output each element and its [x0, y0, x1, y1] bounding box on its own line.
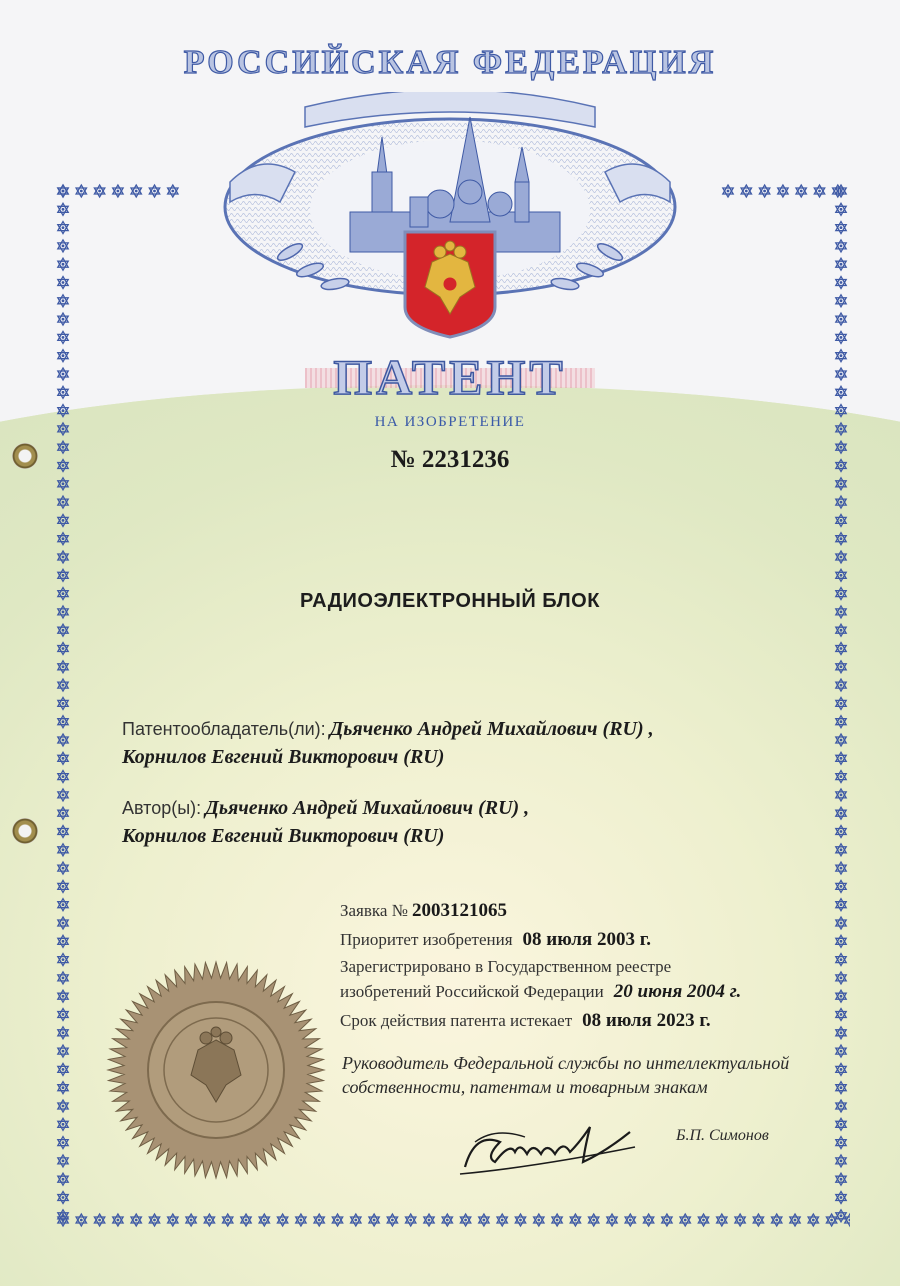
- border-star-ornament: [58, 807, 68, 819]
- border-star-ornament: [845, 1214, 850, 1226]
- border-star-ornament: [58, 514, 68, 526]
- border-star-ornament: [662, 1214, 672, 1226]
- border-star-ornament: [814, 185, 824, 197]
- border-star-ornament: [836, 643, 846, 655]
- border-star-ornament: [534, 1214, 544, 1226]
- border-right: [833, 183, 849, 1228]
- registered-text: Зарегистрировано в Государственном реестре: [340, 957, 672, 976]
- border-star-ornament: [735, 1214, 745, 1226]
- border-star-ornament: [113, 185, 123, 197]
- border-star-ornament: [836, 1173, 846, 1185]
- border-star-ornament: [625, 1214, 635, 1226]
- border-star-ornament: [351, 1214, 361, 1226]
- border-star-ornament: [836, 240, 846, 252]
- border-star-ornament: [836, 990, 846, 1002]
- border-star-ornament: [836, 734, 846, 746]
- border-star-ornament: [58, 771, 68, 783]
- border-star-ornament: [58, 1045, 68, 1057]
- border-star-ornament: [58, 496, 68, 508]
- border-star-ornament: [826, 1214, 836, 1226]
- border-star-ornament: [58, 203, 68, 215]
- border-star-ornament: [58, 899, 68, 911]
- border-star-ornament: [58, 954, 68, 966]
- border-star-ornament: [836, 862, 846, 874]
- border-star-ornament: [836, 533, 846, 545]
- border-star-ornament: [149, 1214, 159, 1226]
- border-star-ornament: [369, 1214, 379, 1226]
- border-star-ornament: [836, 880, 846, 892]
- border-star-ornament: [406, 1214, 416, 1226]
- border-star-ornament: [58, 844, 68, 856]
- border-star-ornament: [131, 185, 141, 197]
- border-star-ornament: [58, 917, 68, 929]
- border-star-ornament: [836, 1118, 846, 1130]
- border-star-ornament: [836, 1137, 846, 1149]
- border-star-ornament: [698, 1214, 708, 1226]
- border-star-ornament: [741, 185, 751, 197]
- border-star-ornament: [836, 1100, 846, 1112]
- handwritten-signature: [455, 1112, 645, 1182]
- border-top-right: [720, 183, 850, 199]
- border-star-ornament: [836, 624, 846, 636]
- border-star-ornament: [131, 1214, 141, 1226]
- invention-title: РАДИОЭЛЕКТРОННЫЙ БЛОК: [300, 590, 600, 612]
- border-star-ornament: [836, 496, 846, 508]
- border-star-ornament: [643, 1214, 653, 1226]
- border-star-ornament: [149, 185, 159, 197]
- border-star-ornament: [497, 1214, 507, 1226]
- border-star-ornament: [58, 789, 68, 801]
- border-star-ornament: [424, 1214, 434, 1226]
- border-star-ornament: [58, 624, 68, 636]
- border-star-ornament: [836, 679, 846, 691]
- border-star-ornament: [58, 533, 68, 545]
- border-star-ornament: [836, 789, 846, 801]
- border-star-ornament: [387, 1214, 397, 1226]
- border-star-ornament: [58, 734, 68, 746]
- border-star-ornament: [552, 1214, 562, 1226]
- border-star-ornament: [836, 716, 846, 728]
- border-star-ornament: [204, 1214, 214, 1226]
- border-star-ornament: [607, 1214, 617, 1226]
- border-star-ornament: [836, 954, 846, 966]
- registered-line-1: [340, 957, 671, 977]
- border-star-ornament: [58, 277, 68, 289]
- border-star-ornament: [58, 331, 68, 343]
- border-star-ornament: [680, 1214, 690, 1226]
- border-star-ornament: [58, 1173, 68, 1185]
- border-star-ornament: [479, 1214, 489, 1226]
- border-star-ornament: [58, 258, 68, 270]
- kremlin-emblem: [200, 92, 700, 342]
- application-number: 2003121065: [411, 900, 507, 921]
- border-star-ornament: [58, 972, 68, 984]
- border-star-ornament: [58, 1082, 68, 1094]
- border-star-ornament: [58, 1137, 68, 1149]
- border-star-ornament: [58, 661, 68, 673]
- border-star-ornament: [58, 1118, 68, 1130]
- border-star-ornament: [759, 185, 769, 197]
- border-star-ornament: [836, 203, 846, 215]
- border-star-ornament: [58, 1009, 68, 1021]
- border-star-ornament: [277, 1214, 287, 1226]
- border-star-ornament: [836, 697, 846, 709]
- authors-line-1: [122, 797, 529, 820]
- border-star-ornament: [836, 1155, 846, 1167]
- border-star-ornament: [836, 331, 846, 343]
- border-star-ornament: [94, 185, 104, 197]
- border-star-ornament: [58, 222, 68, 234]
- authors-line-2: [122, 825, 444, 848]
- border-star-ornament: [296, 1214, 306, 1226]
- border-star-ornament: [223, 1214, 233, 1226]
- border-star-ornament: [717, 1214, 727, 1226]
- border-star-ornament: [58, 826, 68, 838]
- border-star-ornament: [570, 1214, 580, 1226]
- border-star-ornament: [76, 1214, 86, 1226]
- border-star-ornament: [58, 862, 68, 874]
- border-bottom: [55, 1212, 850, 1228]
- border-star-ornament: [753, 1214, 763, 1226]
- border-star-ornament: [836, 917, 846, 929]
- border-star-ornament: [460, 1214, 470, 1226]
- border-star-ornament: [58, 1155, 68, 1167]
- border-star-ornament: [58, 880, 68, 892]
- border-star-ornament: [808, 1214, 818, 1226]
- border-star-ornament: [241, 1214, 251, 1226]
- border-star-ornament: [836, 1063, 846, 1075]
- border-star-ornament: [836, 899, 846, 911]
- holders-line-2: [122, 746, 444, 769]
- border-star-ornament: [836, 478, 846, 490]
- registered-line-2: [340, 981, 741, 1003]
- border-star-ornament: [589, 1214, 599, 1226]
- border-star-ornament: [442, 1214, 452, 1226]
- border-star-ornament: [113, 1214, 123, 1226]
- registered-date: 20 июня 2004 г.: [613, 981, 742, 1002]
- authors-label: Автор(ы):: [122, 798, 202, 818]
- border-star-ornament: [836, 569, 846, 581]
- border-star-ornament: [58, 752, 68, 764]
- border-star-ornament: [836, 972, 846, 984]
- border-star-ornament: [58, 295, 68, 307]
- border-star-ornament: [58, 697, 68, 709]
- author-name: Дьяченко Андрей Михайлович (RU) ,: [205, 797, 530, 819]
- author-name: Корнилов Евгений Викторович (RU): [122, 825, 445, 847]
- border-left: [55, 183, 71, 1228]
- document-subtitle: НА ИЗОБРЕТЕНИЕ: [374, 414, 526, 430]
- document-type-title: ПАТЕНТ: [333, 349, 567, 405]
- priority-label: Приоритет изобретения: [340, 930, 513, 949]
- border-star-ornament: [836, 1009, 846, 1021]
- border-star-ornament: [836, 313, 846, 325]
- border-star-ornament: [58, 240, 68, 252]
- border-star-ornament: [723, 185, 733, 197]
- border-star-ornament: [332, 1214, 342, 1226]
- border-star-ornament: [58, 1192, 68, 1204]
- border-star-ornament: [836, 277, 846, 289]
- border-star-ornament: [76, 185, 86, 197]
- registered-text: изобретений Российской Федерации: [340, 982, 604, 1001]
- holders-line-1: [122, 718, 654, 741]
- expiry-date: 08 июля 2023 г.: [582, 1010, 711, 1031]
- border-star-ornament: [796, 185, 806, 197]
- border-star-ornament: [836, 185, 846, 197]
- binder-hole: [12, 818, 38, 844]
- expiry-label: Срок действия патента истекает: [340, 1011, 573, 1030]
- border-star-ornament: [58, 569, 68, 581]
- border-star-ornament: [58, 185, 68, 197]
- border-star-ornament: [836, 551, 846, 563]
- border-star-ornament: [778, 185, 788, 197]
- expiry-line: [340, 1010, 711, 1032]
- border-star-ornament: [836, 1082, 846, 1094]
- border-top-left: [55, 183, 185, 199]
- border-star-ornament: [314, 1214, 324, 1226]
- signatory-position-1: Руководитель Федеральной службы по интеллектуальной: [342, 1053, 790, 1073]
- border-star-ornament: [515, 1214, 525, 1226]
- border-star-ornament: [259, 1214, 269, 1226]
- border-star-ornament: [772, 1214, 782, 1226]
- border-star-ornament: [58, 1027, 68, 1039]
- border-star-ornament: [58, 1063, 68, 1075]
- signatory-position-2: собственности, патентам и товарным знакам: [342, 1077, 708, 1097]
- border-star-ornament: [836, 935, 846, 947]
- border-star-ornament: [58, 643, 68, 655]
- border-star-ornament: [58, 1214, 68, 1226]
- holders-label: Патентообладатель(ли):: [122, 719, 326, 739]
- border-star-ornament: [58, 679, 68, 691]
- application-label: Заявка №: [340, 901, 408, 920]
- border-star-ornament: [836, 1027, 846, 1039]
- holder-name: Корнилов Евгений Викторович (RU): [122, 746, 445, 768]
- patent-number: № 2231236: [390, 446, 510, 473]
- border-star-ornament: [836, 1192, 846, 1204]
- border-star-ornament: [836, 661, 846, 673]
- border-star-ornament: [58, 990, 68, 1002]
- holder-name: Дьяченко Андрей Михайлович (RU) ,: [329, 718, 654, 740]
- border-star-ornament: [836, 752, 846, 764]
- border-star-ornament: [58, 1100, 68, 1112]
- border-star-ornament: [58, 313, 68, 325]
- border-star-ornament: [58, 935, 68, 947]
- signatory-name: Б.П. Симонов: [676, 1127, 769, 1144]
- border-star-ornament: [58, 716, 68, 728]
- border-star-ornament: [790, 1214, 800, 1226]
- country-title: РОССИЙСКАЯ ФЕДЕРАЦИЯ: [183, 44, 717, 81]
- border-star-ornament: [58, 478, 68, 490]
- border-star-ornament: [836, 771, 846, 783]
- border-star-ornament: [94, 1214, 104, 1226]
- border-star-ornament: [168, 185, 178, 197]
- border-star-ornament: [168, 1214, 178, 1226]
- border-star-ornament: [836, 295, 846, 307]
- border-star-ornament: [836, 222, 846, 234]
- priority-line: [340, 929, 651, 951]
- application-line: [340, 900, 507, 922]
- border-star-ornament: [836, 514, 846, 526]
- border-star-ornament: [836, 1045, 846, 1057]
- border-star-ornament: [836, 807, 846, 819]
- border-star-ornament: [58, 551, 68, 563]
- gold-seal: [106, 960, 326, 1180]
- priority-date: 08 июля 2003 г.: [522, 929, 651, 950]
- border-star-ornament: [186, 1214, 196, 1226]
- border-star-ornament: [836, 258, 846, 270]
- border-star-ornament: [836, 826, 846, 838]
- border-star-ornament: [836, 844, 846, 856]
